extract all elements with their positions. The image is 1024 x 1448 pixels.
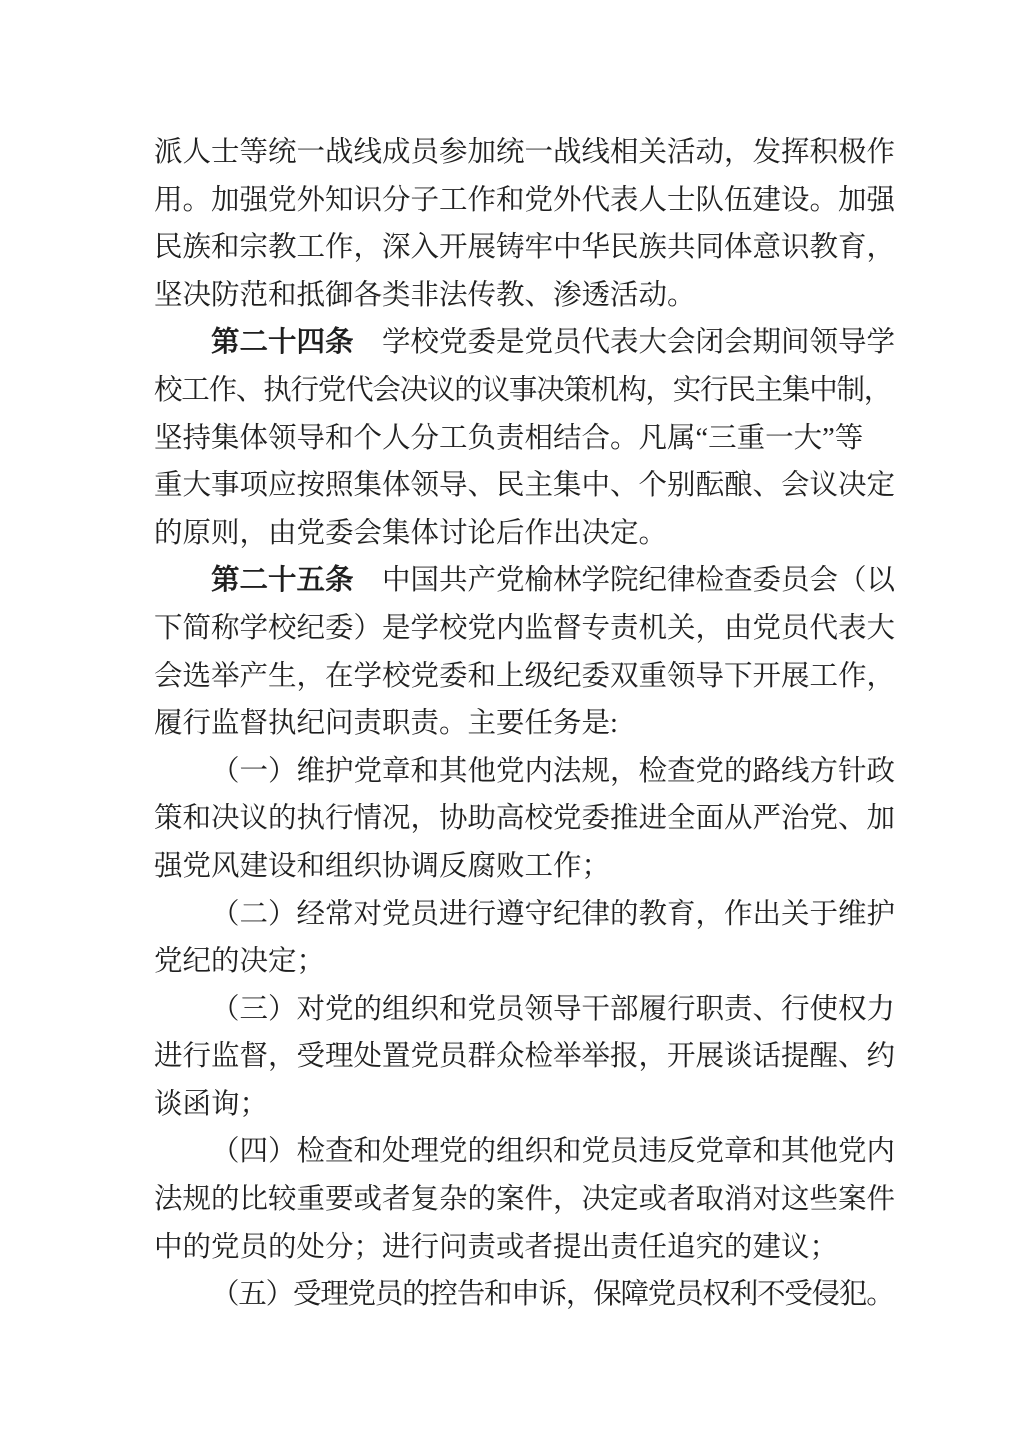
- text-segment: （三）对党的组织和党员领导干部履行职责、行使权力: [211, 993, 896, 1025]
- text-line: [154, 1033, 894, 1081]
- text-line: [154, 843, 894, 891]
- document-text-block: [154, 129, 894, 1319]
- text-segment: 学校党委是党员代表大会闭会期间领导学: [353, 327, 896, 359]
- text-segment: 用。加强党外知识分子工作和党外代表人士队伍建设。加强: [154, 184, 896, 216]
- text-segment: 策和决议的执行情况，协助高校党委推进全面从严治党、加: [154, 803, 896, 835]
- text-line: [154, 938, 894, 986]
- text-line: [154, 415, 894, 463]
- text-line: [154, 1081, 894, 1129]
- text-segment: （四）检查和处理党的组织和党员违反党章和其他党内: [211, 1136, 896, 1168]
- text-line: [154, 319, 894, 367]
- text-segment: （五）受理党员的控告和申诉，保障党员权利不受侵犯。: [211, 1279, 894, 1311]
- text-segment: 派人士等统一战线成员参加统一战线相关活动，发挥积极作: [154, 137, 896, 168]
- text-line: [154, 795, 894, 843]
- text-line: [154, 129, 894, 177]
- article-number: 第二十五条: [211, 565, 354, 597]
- text-line: [154, 510, 894, 558]
- text-segment: 中的党员的处分；进行问责或者提出责任追究的建议；: [154, 1231, 839, 1263]
- text-segment: 中国共产党榆林学院纪律检查委员会（以: [353, 565, 896, 597]
- text-line: [154, 700, 894, 748]
- text-segment: 重大事项应按照集体领导、民主集中、个别酝酿、会议决定: [154, 470, 896, 502]
- text-line: [154, 462, 894, 510]
- text-line: [154, 177, 894, 225]
- text-segment: （一）维护党章和其他党内法规，检查党的路线方针政: [211, 755, 896, 787]
- text-segment: 谈函询；: [154, 1088, 269, 1120]
- text-line: [154, 224, 894, 272]
- text-segment: 的原则，由党委会集体讨论后作出决定。: [154, 517, 668, 549]
- text-line: [154, 986, 894, 1034]
- text-line: [154, 748, 894, 796]
- text-segment: 校工作、执行党代会决议的议事决策机构，实行民主集中制，: [154, 374, 892, 406]
- text-segment: 坚持集体领导和个人分工负责相结合。凡属“三重一大”等: [154, 422, 864, 454]
- text-line: [154, 891, 894, 939]
- text-segment: 法规的比较重要或者复杂的案件，决定或者取消对这些案件: [154, 1184, 896, 1216]
- text-line: [154, 1271, 894, 1319]
- text-segment: 强党风建设和组织协调反腐败工作；: [154, 850, 611, 882]
- text-segment: 民族和宗教工作，深入开展铸牢中华民族共同体意识教育，: [154, 232, 896, 264]
- text-segment: 履行监督执纪问责职责。主要任务是:: [154, 708, 618, 740]
- text-segment: （二）经常对党员进行遵守纪律的教育，作出关于维护: [211, 898, 896, 930]
- text-segment: 会选举产生，在学校党委和上级纪委双重领导下开展工作，: [154, 660, 896, 692]
- text-segment: 下简称学校纪委）是学校党内监督专责机关，由党员代表大: [154, 612, 896, 644]
- text-line: [154, 1176, 894, 1224]
- text-line: [154, 1128, 894, 1176]
- text-line: [154, 1224, 894, 1272]
- text-line: [154, 605, 894, 653]
- text-line: [154, 367, 894, 415]
- article-number: 第二十四条: [211, 327, 354, 359]
- text-segment: 坚决防范和抵御各类非法传教、渗透活动。: [154, 279, 696, 311]
- text-line: [154, 272, 894, 320]
- text-line: [154, 557, 894, 605]
- text-line: [154, 653, 894, 701]
- text-segment: 党纪的决定；: [154, 946, 326, 978]
- text-segment: 进行监督，受理处置党员群众检举举报，开展谈话提醒、约: [154, 1041, 896, 1073]
